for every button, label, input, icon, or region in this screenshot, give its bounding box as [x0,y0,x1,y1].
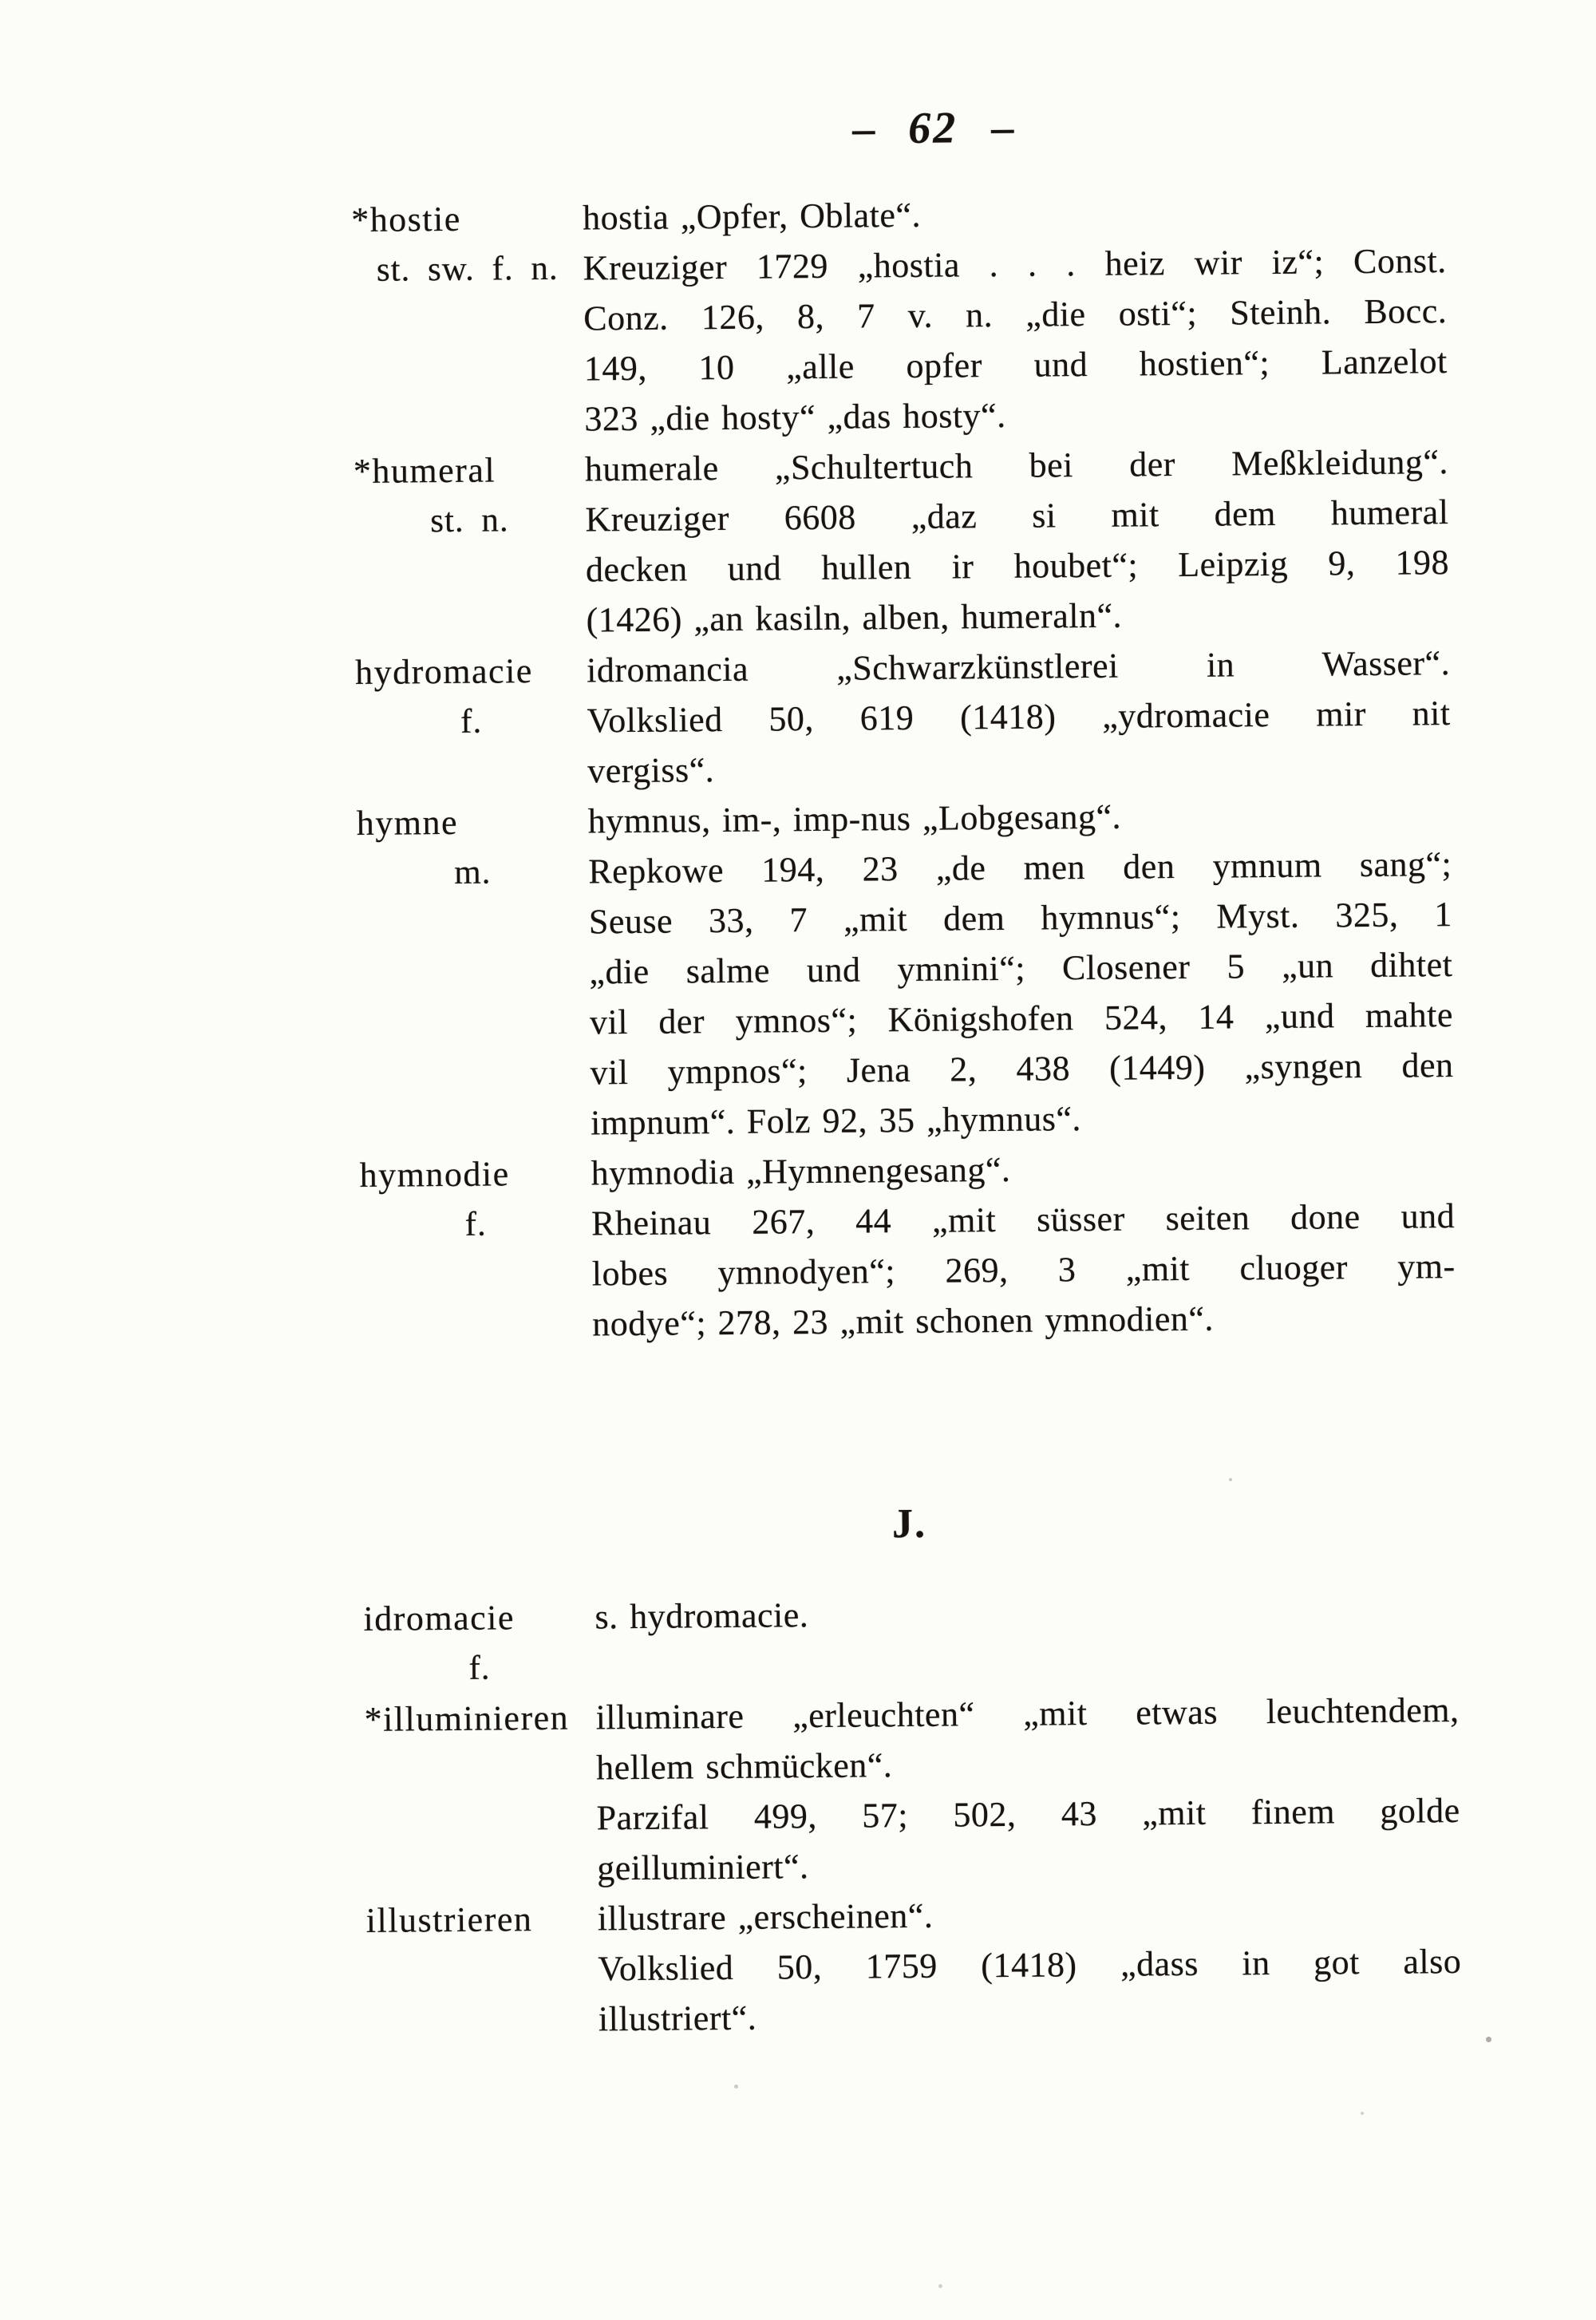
body-line: impnum“. Folz 92, 35 „hymnus“. [590,1099,1082,1143]
body-line: Kreuziger 1729 „hostia . . . heiz wir iz“; Const. [583,241,1447,288]
grammar-label: f. [460,702,483,741]
entry-row [364,1685,1460,1895]
body-line: Kreuziger 6608 „daz si mit dem humeral [585,492,1449,539]
page-header [765,104,1100,153]
body-line: humerale „Schultertuch bei der Meßkleidung“. [584,442,1449,489]
entry-headword-cell [359,1148,592,1351]
entry-body [587,638,1452,796]
entry-body [595,1584,1459,1692]
body-line: hymnodia „Hymnengesang“. [591,1149,1011,1193]
body-line: vil der ymnos“; Königshofen 524, 14 „und mahte [589,995,1454,1042]
entry-body [585,437,1450,645]
body-line: s. hydromacie. [595,1595,809,1637]
body-line: nodye“; 278, 23 „mit schonen ymnodien“. [592,1298,1215,1344]
entry-headword-cell [354,445,587,648]
page-number-right-dash: – [990,102,1014,153]
entries-section-j [363,1584,1462,2046]
body-line: hellem schmücken“. [595,1745,893,1788]
body-line: Seuse 33, 7 „mit dem hymnus“; Myst. 325, 1 [588,895,1453,942]
body-line: 149, 10 „alle opfer und hostien“; Lanzelot [583,342,1448,389]
headword: idromacie [363,1598,516,1638]
entry-headword-cell [355,645,588,798]
body-line: hymnus, im-, imp-nus „Lobgesang“. [587,796,1122,841]
entry-body [587,788,1454,1148]
body-line: illustrare „erscheinen“. [597,1895,934,1939]
entry-headword-cell [351,193,585,447]
body-line: illustriert“. [598,1998,757,2039]
grammar-label: f. [468,1649,491,1687]
entry-headword-cell [363,1591,595,1694]
headword: hydromacie [354,651,534,693]
body-line: Volkslied 50, 1759 (1418) „dass in got also [598,1941,1462,1989]
grammar-label: st. n. [430,501,509,540]
entry-headword-cell [366,1893,599,2046]
body-line: Rheinau 267, 44 „mit süsser seiten done und [591,1196,1456,1243]
entry-row [351,185,1448,446]
page-number: 62 [907,103,958,153]
body-line: vil ympnos“; Jena 2, 438 (1449) „syngen den [590,1045,1454,1093]
body-line: vergiss“. [587,750,715,791]
body-line: Parzifal 499, 57; 502, 43 „mit finem golde [596,1790,1460,1838]
entry-row [366,1886,1463,2046]
entry-body [597,1886,1462,2044]
entry-row [355,638,1452,798]
headword: hymne [356,802,459,844]
headword: *hostie [350,199,462,240]
headword: *illuminieren [364,1698,570,1739]
scan-speck [938,2284,942,2288]
section-heading-j: J. [891,1500,927,1547]
body-line: „die salme und ymnini“; Closener 5 „un dihtet [589,945,1453,992]
scan-speck [1229,1478,1232,1481]
entry-body [595,1685,1460,1893]
body-line: (1426) „an kasiln, alben, humeraln“. [586,595,1123,640]
entry-body [583,185,1448,444]
headword: illustrieren [365,1899,533,1940]
page-number-left-dash: – [851,104,875,154]
body-line: 323 „die hosty“ „das hosty“. [584,395,1006,439]
entry-headword-cell [357,796,591,1150]
headword: hymnodie [359,1154,510,1195]
grammar-label: st. sw. f. n. [376,249,559,289]
body-line: Repkowe 194, 23 „de men den ymnum sang“; [588,844,1452,891]
grammar-label: m. [454,853,492,891]
body-line: decken und hullen ir houbet“; Leipzig 9, 198 [585,543,1450,590]
body-line: hostia „Opfer, Oblate“. [582,195,922,238]
body-line: geilluminiert“. [597,1847,809,1888]
grammar-label: f. [464,1205,487,1243]
body-line: Conz. 126, 8, 7 v. n. „die osti“; Steinh. Bocc. [583,291,1448,338]
entry-row [357,788,1455,1150]
entries-section-h [351,185,1456,1351]
entry-row [363,1584,1459,1694]
entry-row [354,437,1450,647]
entry-headword-cell [364,1692,597,1895]
headword: *humeral [353,450,496,492]
body-line: idromancia „Schwarzkünstlerei in Wasser“. [586,643,1451,690]
body-line: illuminare „erleuchten“ „mit etwas leuchtendem, [595,1690,1460,1737]
body-line: lobes ymnodyen“; 269, 3 „mit cluoger ym- [591,1247,1456,1294]
entry-row [359,1140,1456,1351]
entry-body [591,1140,1456,1349]
scan-speck [734,2085,738,2089]
body-line: Volkslied 50, 619 (1418) „ydromacie mir nit [587,694,1451,741]
scan-speck [1361,2112,1364,2115]
scan-speck [1486,2037,1491,2042]
